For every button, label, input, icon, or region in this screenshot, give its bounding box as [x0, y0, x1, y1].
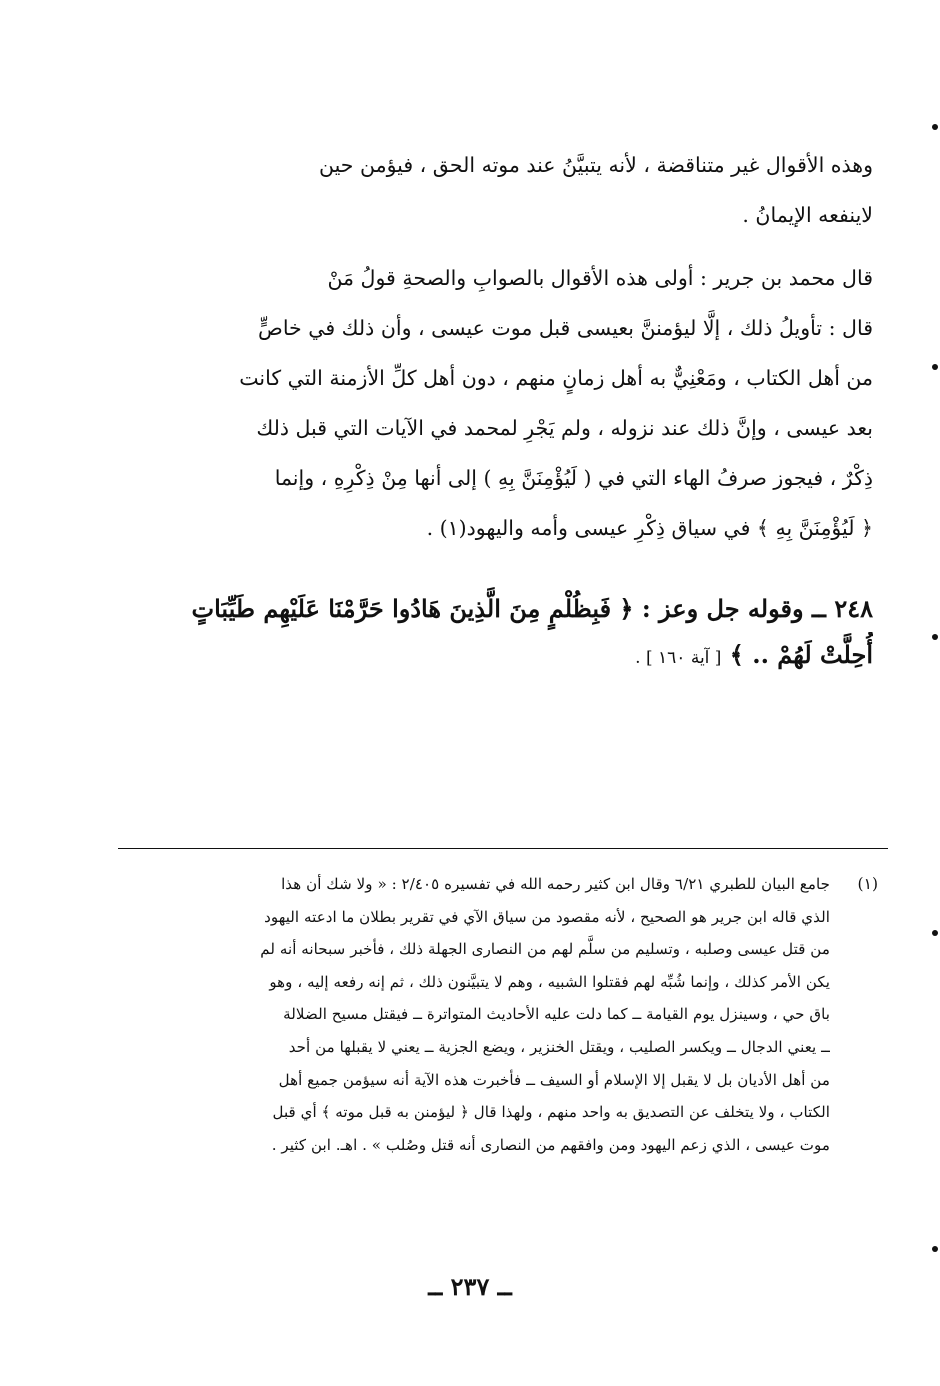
heading-line-2 — [118, 632, 873, 678]
paragraph-1 — [118, 140, 873, 240]
margin-mark — [932, 930, 938, 936]
footnote-line: يكن الأمر كذلك ، وإنما شُبِّه لهم فقتلوا الشبيه ، وهم لا يتبيَّنون ذلك ، ثم إنه رفعه إليه ، وهو — [269, 972, 830, 991]
footnote-number: (١) — [857, 875, 878, 893]
footnote-line: موت عيسى ، الذي زعم اليهود ومن وافقهم من النصارى أنه قتل وصُلب » . اهـ. ابن كثير . — [271, 1135, 830, 1154]
text-line: ذِكْرٌ ، فيجوز صرفُ الهاء التي في ( لَيُؤْمِنَنَّ بِهِ ) إلى أنها مِنْ ذِكْرِهِ ، وإنما — [274, 466, 873, 490]
heading-verse-end: أُحِلَّتْ لَهُمْ .. ﴾ — [729, 640, 873, 669]
footnote-divider — [118, 848, 888, 849]
margin-mark — [932, 634, 938, 640]
heading-line-1: ٢٤٨ ــ وقوله جل وعز : ﴿ فَبِظُلْمٍ مِنَ الَّذِينَ هَادُوا حَرَّمْنَا عَلَيْهِم طَيِّبَاتٍ — [191, 594, 873, 623]
footnote-line: الذي قاله ابن جرير هو الصحيح ، لأنه مقصود من سياق الآي في تقرير بطلان ما ادعته اليهود — [264, 907, 830, 926]
margin-mark — [932, 124, 938, 130]
footnote-line: باق حي ، وسينزل يوم القيامة ــ كما دلت عليه الأحاديث المتواترة ــ فيقتل مسيح الضلالة — [283, 1005, 830, 1024]
footnote-line: ــ يعني الدجال ــ ويكسر الصليب ، ويقتل الخنزير ، ويضع الجزية ــ يعني لا يقبلها من أحد — [288, 1037, 830, 1056]
text-line: من أهل الكتاب ، ومَعْنِيٌّ به أهل زمانٍ منهم ، دون أهل كلِّ الأزمنة التي كانت — [239, 366, 873, 390]
footnote-body — [118, 868, 830, 1161]
verse-reference: [ آية ١٦٠ ] . — [635, 648, 722, 668]
margin-mark — [932, 364, 938, 370]
margin-mark — [932, 1246, 938, 1252]
verse-heading — [118, 586, 873, 678]
page-number: ــ ٢٣٧ ــ — [428, 1272, 512, 1301]
footnote-line: الكتاب ، ولا يتخلف عن التصديق به واحد منهم ، ولهذا قال ﴿ ليؤمنن به قبل موته ﴾ أي قبل — [272, 1103, 830, 1122]
footnote-line: من أهل الأديان بل لا يقبل إلا الإسلام أو السيف ــ فأخبرت هذه الآية أنه سيؤمن جميع أهل — [278, 1070, 830, 1089]
text-line: وهذه الأقوال غير متناقضة ، لأنه يتبيَّنُ عند موته الحق ، فيؤمن حين — [319, 153, 873, 177]
text-line: قال محمد بن جرير : أولى هذه الأقوال بالصوابِ والصحةِ قولُ مَنْ — [327, 266, 873, 290]
footnote-line: جامع البيان للطبري ٦/٢١ وقال ابن كثير رحمه الله في تفسيره ٢/٤٠٥ : « ولا شك أن هذا — [281, 875, 830, 893]
text-line: قال : تأويلُ ذلك ، إلَّا ليؤمننَّ بعيسى قبل موت عيسى ، وأن ذلك في خاصٍّ — [258, 316, 873, 340]
text-line: لاينفعه الإيمانُ . — [742, 203, 873, 227]
footnote-line: من قتل عيسى وصلبه ، وتسليم من سلَّم لهم من النصارى الجهلة ذلك ، فأخبر سبحانه أنه لم — [260, 940, 830, 959]
text-line: بعد عيسى ، وإنَّ ذلك عند نزوله ، ولم يَجْرِ لمحمد في الآيات التي قبل ذلك — [256, 416, 873, 440]
paragraph-2 — [118, 253, 873, 553]
text-line: ﴿ لَيُؤْمِنَنَّ بِهِ ﴾ في سياق ذِكْرِ عيسى وأمه واليهود(١) . — [426, 516, 873, 540]
